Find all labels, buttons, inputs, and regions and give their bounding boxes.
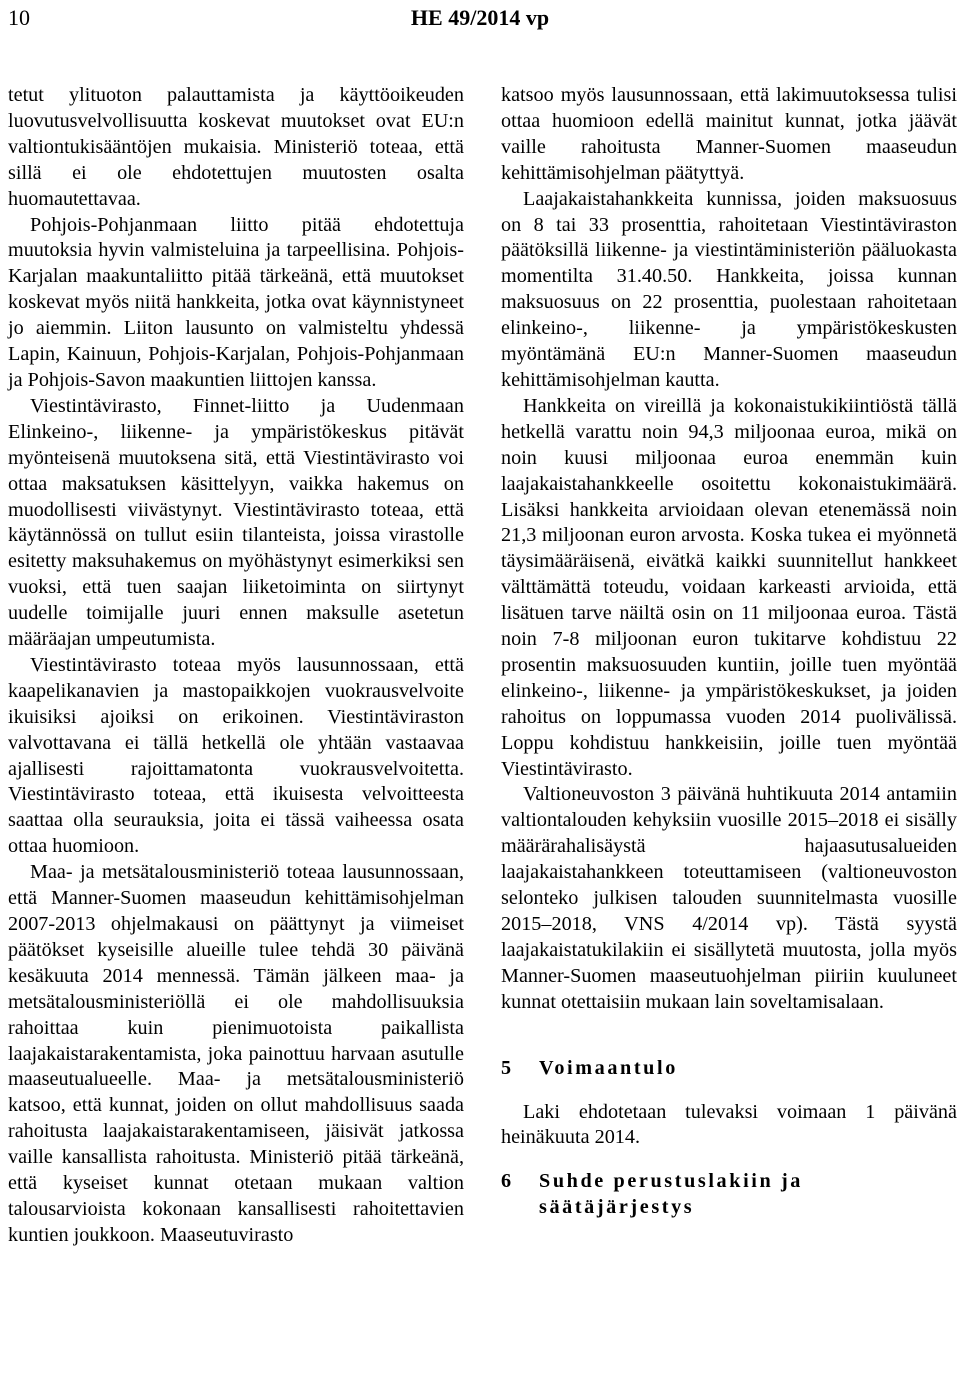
paragraph: Hankkeita on vireillä ja kokonaistukikiintiöstä tällä hetkellä varattu noin 94,3 miljoonaa euroa, mikä on noin kuusi miljoonaa euroa enemmän kuin laajakaistahankkeelle osoitettu kokonaistukimäärä. Lisäksi hankkeita arvioidaan olevan etenemässä noin 21,3 miljoonan euron arvosta. Koska tukea ei myönnetä täysimääräisenä, eivätkä kaikki suunnitellut hankkeet välttämättä toteudu, voidaan karkeasti arvioida, että lisätuen tarve näiltä osin on 11 miljoonaa euroa. Tästä noin 7-8 miljoonan euron tukitarve kohdistuu 22 prosentin maksuosuuden kuntiin, joille tuen myöntää elinkeino-, liikenne- ja ympäristökeskukset, ja joiden rahoitus on loppumassa vuoden 2014 puolivälissä. Loppu kohdistuu hankkeisiin, joille tuen myöntää Viestintävirasto. [501, 394, 957, 780]
section-number: 6 [501, 1170, 512, 1193]
spacer [501, 1151, 957, 1169]
paragraph: Viestintävirasto toteaa myös lausunnossaan, että kaapelikanavien ja mastopaikkojen vuokrausvelvoite ikuisiksi ajoiksi on erikoinen. Viestintäviraston valvottavana ei tällä hetkellä ole yhtään vastaavaa ajallisesti rajoittamatonta vuokrausvelvoitetta. Viestintävirasto toteaa, että ikuisesta velvoitteesta saattaa olla seurauksia, joita ei tässä vaiheessa osata ottaa huomioon. [8, 653, 464, 858]
right-column [501, 83, 957, 1221]
paragraph: Maa- ja metsätalousministeriö toteaa lausunnossaan, että Manner-Suomen maaseudun kehittämisohjelman 2007-2013 ohjelmakausi on päättynyt ja viimeiset päätökset kyseisille alueille tulee tehdä 30 päivänä kesäkuuta 2014 mennessä. Tämän jälkeen maa- ja metsätalousministeriöllä ei ole mahdollisuuksia rahoittaa kuin pienimuotoista paikallista laajakaistarakentamista, joka painottuu harvaan asutulle maaseutualueelle. Maa- ja metsätalousministeriö katsoo, että kunnat, joiden on ollut mahdollisuus saada rahoitusta laajakaistarakentamiseen, jäisivät jatkossa vaille kansallista rahoitusta. Ministeriö pitää tärkeänä, että kyseiset kunnat otetaan mukaan valtion talousarvioista kokonaan kansallisesti rahoitettavien kuntien joukkoon. Maaseutuvirasto [8, 861, 464, 1246]
paragraph: Laki ehdotetaan tulevaksi voimaan 1 päivänä heinäkuuta 2014. [501, 1100, 957, 1149]
paragraph: Valtioneuvoston 3 päivänä huhtikuuta 2014 antamiin valtiontalouden kehyksiin vuosille 2015–2018 ei sisälly määrärahalisäystä hajaasutusalueiden laajakaistahankkeen toteuttamiseen (valtioneuvoston selonteko julkisen talouden suunnitelmasta vuosille 2015–2018, VNS 4/2014 vp). Tästä syystä laajakaistatukilakiin ei sisällytetä muutosta, jolla myös Manner-Suomen maaseutuohjelman piiriin kuuluneet kunnat otettaisiin mukaan lain soveltamisalaan. [501, 783, 957, 1013]
left-column [8, 83, 464, 1249]
paragraph: katsoo myös lausunnossaan, että lakimuutoksessa tulisi ottaa huomioon edellä mainitut kunnat, jotka jäävät vaille rahoitusta Manner-Suomen maaseudun kehittämisohjelman päätyttyä. [501, 84, 957, 184]
paragraph: tetut ylituoton palauttamista ja käyttöoikeuden luovutusvelvollisuutta koskevat muutokset ovat EU:n valtiontukisääntöjen mukaisia. Ministeriö toteaa, että sillä ei ole ehdotettujen muutosten osalta huomautettavaa. [8, 84, 464, 210]
spacer [501, 1082, 957, 1100]
spacer [501, 1016, 957, 1056]
section-number: 5 [501, 1056, 512, 1079]
paragraph: Laajakaistahankkeita kunnissa, joiden maksuosuus on 8 tai 33 prosenttia, rahoitetaan Viestintäviraston päätöksillä liikenne- ja viestintäministeriön pääluokasta momentilta 31.40.50. Hankkeita, joissa kunnan maksuosuus on 22 prosenttia, puolestaan rahoitetaan elinkeino-, liikenne- ja ympäristökeskusten myöntämänä EU:n Manner-Suomen maaseudun kehittämisohjelman kautta. [501, 187, 957, 391]
page-number: 10 [8, 5, 30, 30]
section-heading-6 [501, 1169, 957, 1221]
section-heading-5 [501, 1056, 957, 1082]
paragraph: Pohjois-Pohjanmaan liitto pitää ehdotettuja muutoksia hyvin valmisteluina ja tarpeellisina. Pohjois-Karjalan maakuntaliitto pitää tärkeänä, että muutokset koskevat myös niitä hankkeita, jotka ovat käynnistyneet jo aiemmin. Liiton lausunto on valmisteltu yhdessä Lapin, Kainuun, Pohjois-Karjalan, Pohjois-Pohjanmaan ja Pohjois-Savon maakuntien liittojen kanssa. [8, 213, 464, 391]
document-id: HE 49/2014 vp [410, 5, 550, 30]
paragraph: Viestintävirasto, Finnet-liitto ja Uudenmaan Elinkeino-, liikenne- ja ympäristökeskus pitävät myönteisenä muutoksena sitä, että Viestintävirasto voi ottaa maksatuksen käsittelyyn, vaikka hakemus on muodollisesti viivästynyt. Viestintävirasto toteaa, että käytännössä on tullut esiin tilanteista, joissa virastolle esitetty maksuhakemus on myöhästynyt esimerkiksi sen vuoksi, että tuen saajan liiketoiminta on siirtynyt uudelle toimijalle juuri ennen maksulle asetetun määräajan umpeutumista. [8, 394, 464, 651]
section-title: Suhde perustuslakiin ja säätäjärjestys [539, 1170, 803, 1219]
section-title: Voimaantulo [539, 1056, 678, 1079]
